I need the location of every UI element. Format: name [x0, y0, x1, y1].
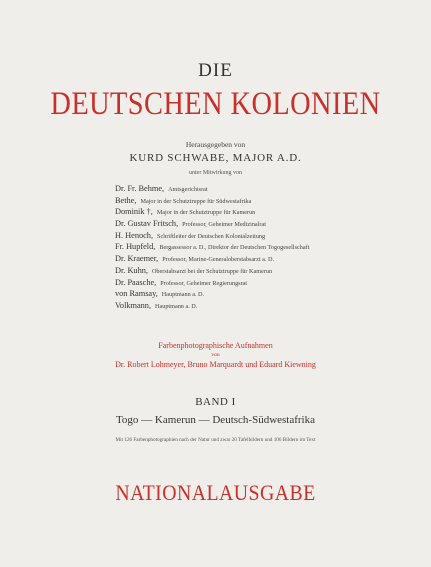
contributor-item — [115, 228, 309, 240]
contributor-role: Professor, Marine-Generaloberstabsarzt a. D. — [162, 256, 274, 264]
contributor-item — [115, 263, 309, 275]
edition-title: NATIONALAUSGABE — [115, 480, 316, 505]
contributor-list — [115, 181, 309, 310]
contributor-role: Hauptmann a. D. — [155, 302, 198, 310]
contributor-name: von Ramsay, — [115, 289, 158, 299]
contributor-name: Fr. Hupfeld, — [115, 242, 156, 252]
contributor-name: Dr. Kraemer, — [115, 254, 159, 264]
regions-line: Togo — Kamerun — Deutsch-Südwestafrika — [115, 414, 315, 426]
contributor-name: Dr. Fr. Behme, — [115, 184, 165, 193]
contributor-name: Dr. Kuhn, — [115, 265, 148, 275]
contributor-item — [115, 298, 309, 310]
contributor-name: H. Henoch, — [115, 230, 154, 240]
editor-name: KURD SCHWABE, MAJOR A.D. — [129, 152, 302, 164]
photographers-line: Dr. Robert Lohmeyer, Bruno Marquardt und Eduard Kiewning — [115, 360, 316, 369]
contributor-item — [115, 181, 309, 193]
contributor-item — [115, 286, 309, 298]
contributor-item — [115, 239, 309, 251]
contributor-name: Bethe, — [115, 195, 137, 205]
contributor-item — [115, 275, 309, 287]
herausgegeben-label: Herausgegeben von — [185, 140, 246, 149]
contributor-role: Major in der Schutztruppe für Kamerun — [156, 209, 256, 217]
contributor-item — [115, 216, 309, 228]
contributor-role: Major in der Schutztruppe für Südwestafrika — [140, 197, 252, 205]
mitwirkung-label: unter Mitwirkung von — [189, 170, 242, 176]
contributor-role: Oberstabsarzt bei der Schutztruppe für Kamerun — [151, 267, 273, 275]
volume-label: BAND I — [195, 396, 236, 408]
contributor-item — [115, 193, 309, 205]
contributor-name: Volkmann, — [115, 300, 152, 310]
contributor-role: Hauptmann a. D. — [161, 291, 205, 299]
contributor-role: Professor, Geheimer Regierungsrat — [160, 279, 248, 287]
contributor-item — [115, 204, 309, 216]
contributor-role: Amtsgerichtsrat — [168, 186, 208, 193]
von-label: von — [211, 352, 220, 358]
contributor-role: Bergassessor a. D., Direktor der Deutschen Togogesellschaft — [159, 244, 310, 252]
article-die: DIE — [198, 60, 233, 81]
contributor-name: Dr. Gustav Fritsch, — [115, 219, 179, 229]
contributor-name: Dominik †, — [115, 207, 153, 217]
contributor-role: Professor, Geheimer Medizinalrat — [182, 221, 266, 229]
farben-heading: Farbenphotographische Aufnahmen — [158, 341, 273, 350]
contributor-role: Schriftleiter der Deutschen Kolonialzeitung — [157, 232, 266, 240]
photos-note: Mit 126 Farbenphotographien nach der Natur und zwar 20 Tafelbildern und 106 Bildern im Text — [115, 437, 316, 443]
main-title: DEUTSCHEN KOLONIEN — [50, 86, 381, 122]
contributor-item — [115, 251, 309, 263]
contributor-name: Dr. Paasche, — [115, 277, 157, 287]
